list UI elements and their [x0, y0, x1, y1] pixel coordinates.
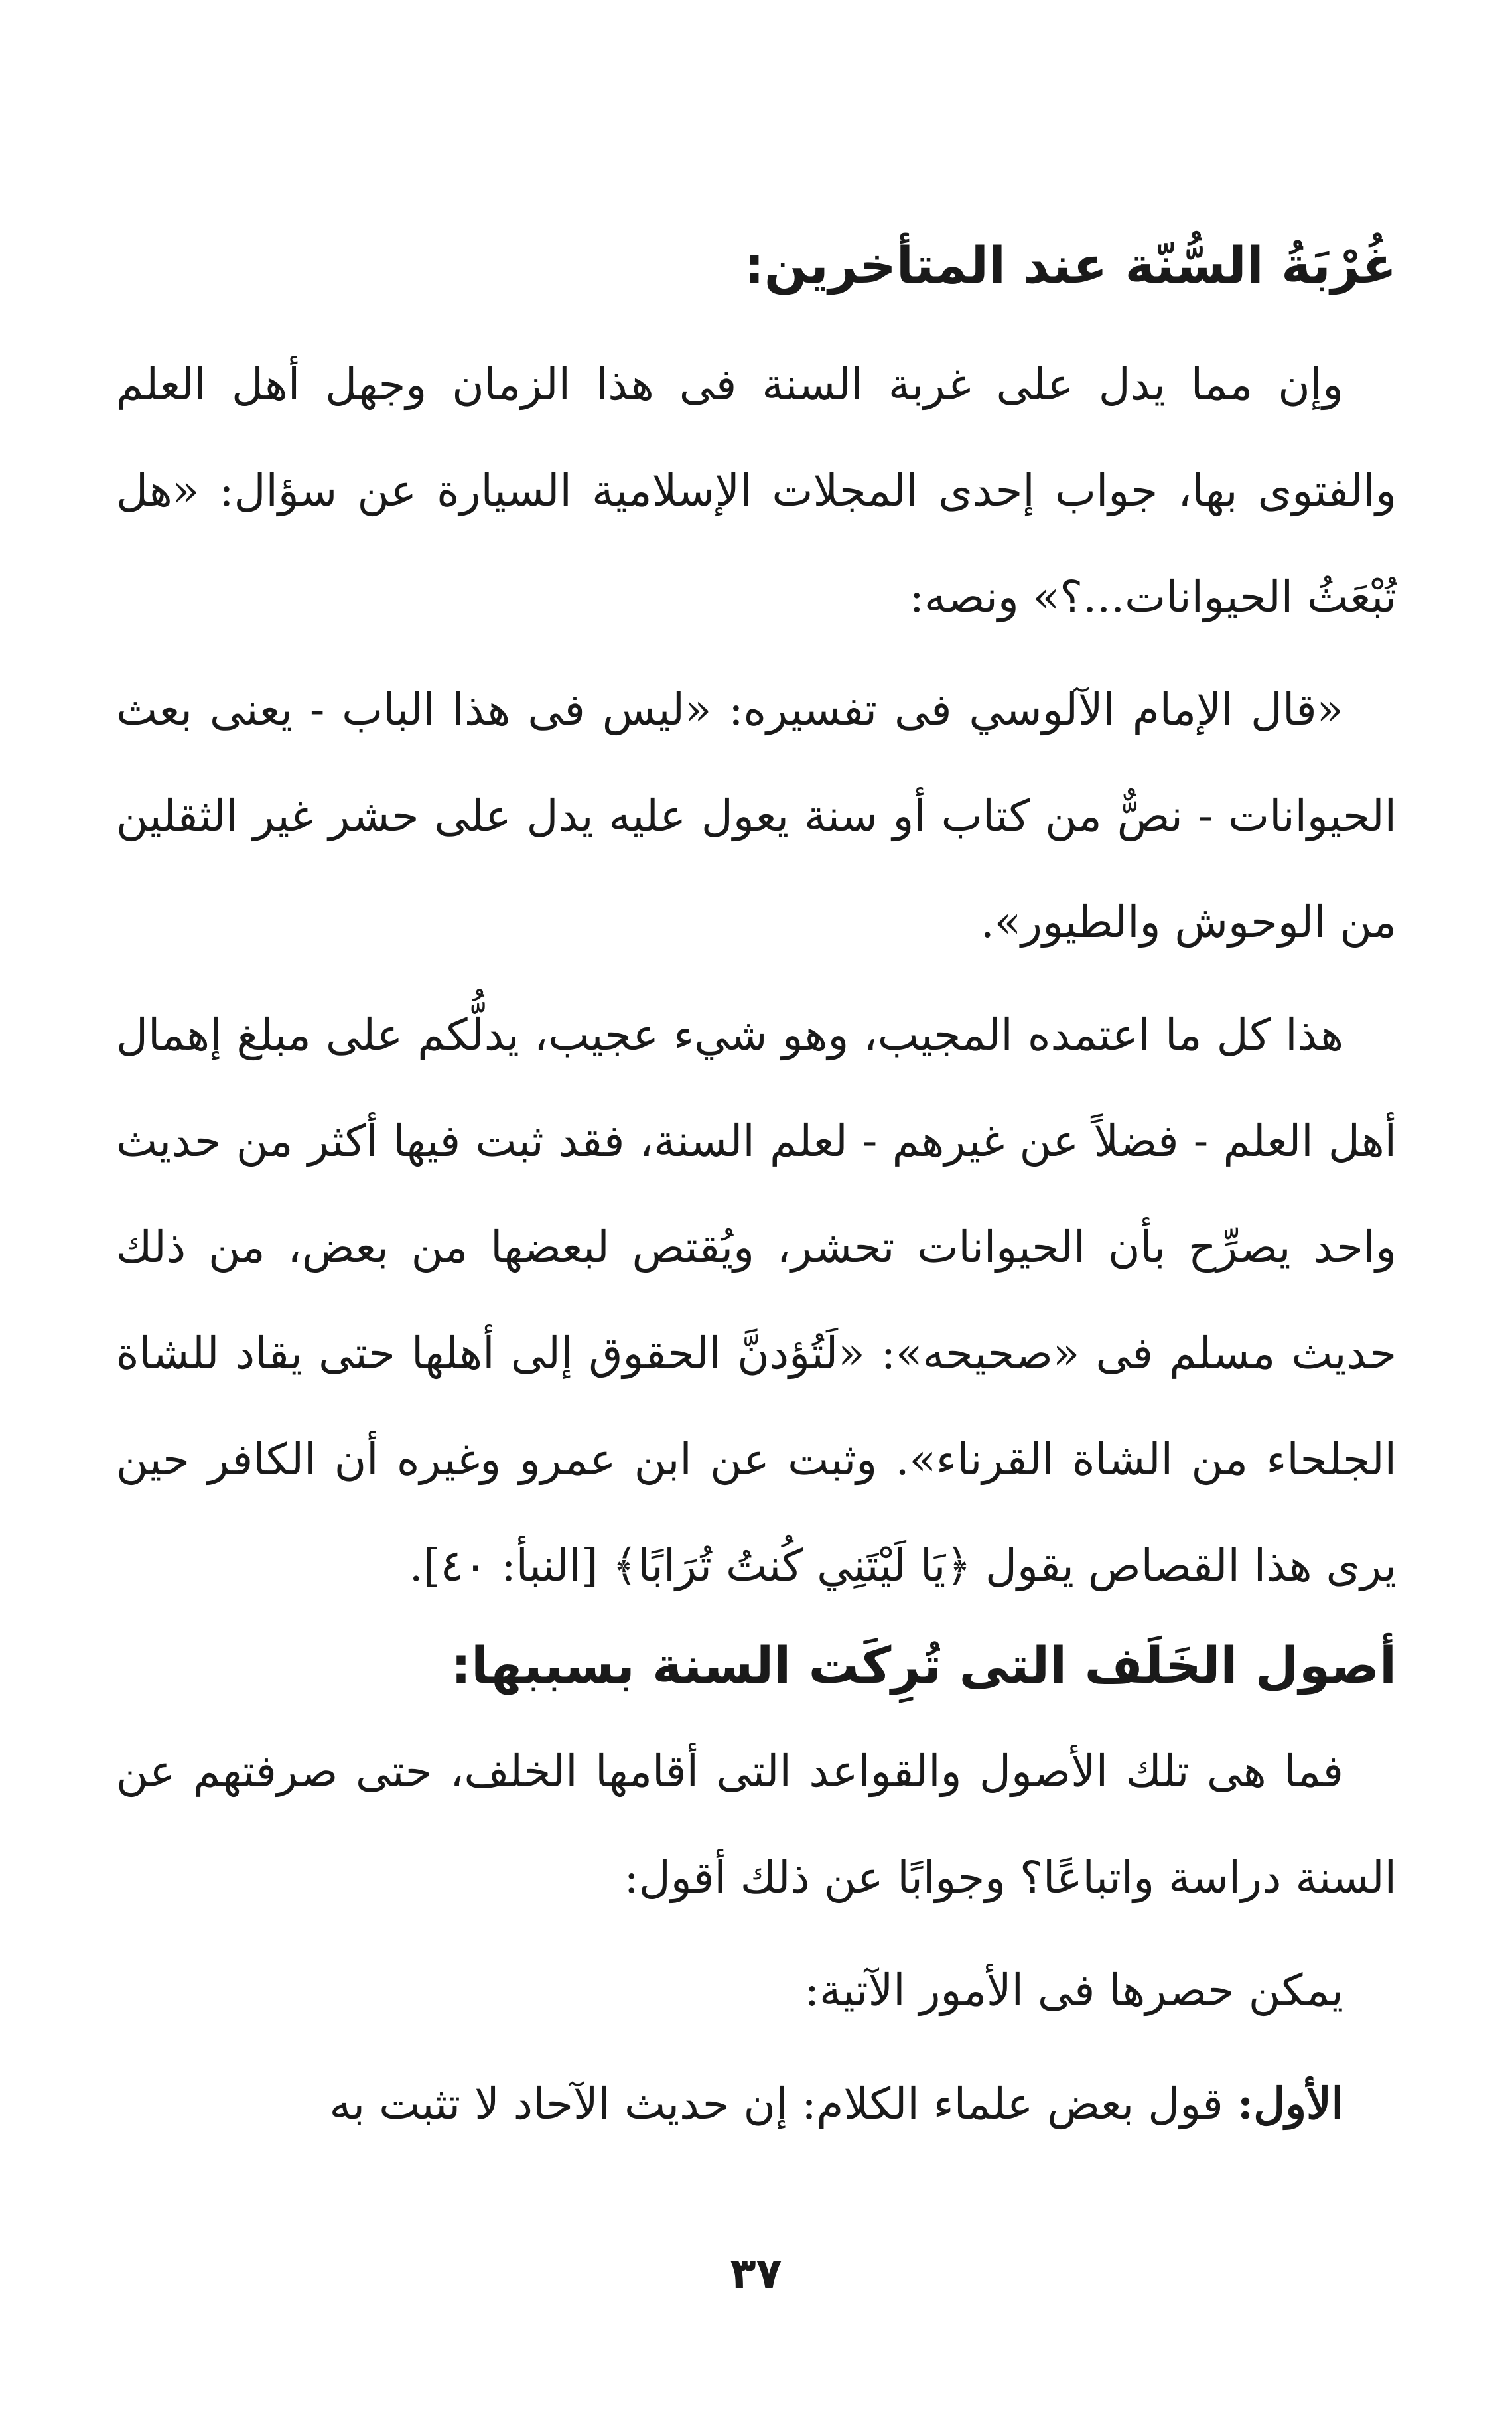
document-page: [116, 226, 1397, 2283]
paragraph-first-principle: [116, 2050, 1397, 2157]
paragraph-hadith-evidence: هذا كل ما اعتمده المجيب، وهو شيء عجيب، يدلُّكم على مبلغ إهمال أهل العلم - فضلاً عن غيرهم - لعلم السنة، فقد ثبت فيها أكثر من حديث واحد يصرِّح بأن الحيوانات تحشر، ويُقتص لبعضها من بعض، من ذلك حديث مسلم فى «صحيحه»: «لَتُؤدنَّ الحقوق إلى أهلها حتى يقاد للشاة الجلحاء من الشاة القرناء». وثبت عن ابن عمرو وغيره أن الكافر حين يرى هذا القصاص يقول ﴿يَا لَيْتَنِي كُنتُ تُرَابًا﴾ [النبأ: ٤٠].: [116, 1009, 1397, 1591]
paragraph-principles-question: فما هى تلك الأصول والقواعد التى أقامها الخلف، حتى صرفتهم عن السنة دراسة واتباعًا؟ وجوابًا عن ذلك أقول:: [116, 1746, 1397, 1903]
first-principle-text: قول بعض علماء الكلام: إن حديث الآحاد لا تثبت به: [329, 2078, 1223, 2129]
first-principle-label: الأول:: [1237, 2078, 1343, 2129]
paragraph-enumeration-intro: يمكن حصرها فى الأمور الآتية:: [804, 1965, 1343, 2016]
page-number: ٣٧: [730, 2250, 782, 2299]
section-heading-principles: أصول الخَلَف التى تُرِكَت السنة بسببها:: [450, 1636, 1397, 1695]
section-heading-sunnah-strangeness: غُرْبَةُ السُّنّة عند المتأخرين:: [744, 236, 1397, 295]
paragraph-alusi-quote: «قال الإمام الآلوسي فى تفسيره: «ليس فى هذا الباب - يعنى بعث الحيوانات - نصٌّ من كتاب أو سنة يعول عليه يدل على حشر غير الثقلين من الوحوش والطيور».: [116, 684, 1397, 948]
paragraph-magazine-answer: وإن مما يدل على غربة السنة فى هذا الزمان وجهل أهل العلم والفتوى بها، جواب إحدى المجلات الإسلامية السيارة عن سؤال: «هل تُبْعَثُ الحيوانات...؟» ونصه:: [116, 359, 1397, 622]
